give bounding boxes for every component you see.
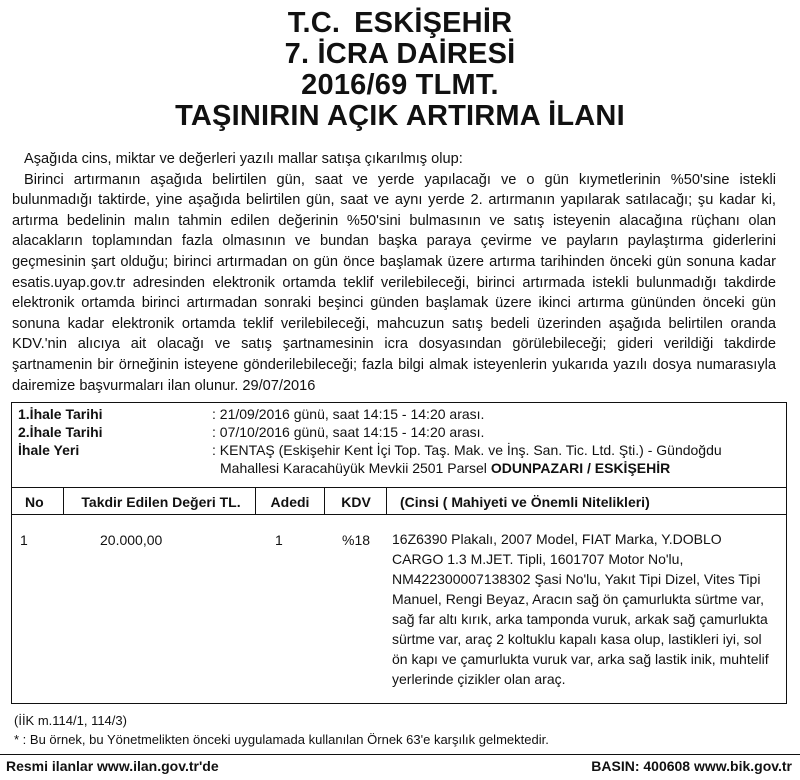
auction-date-1-row xyxy=(18,405,778,423)
auction-place-label: İhale Yeri xyxy=(18,442,80,458)
auction-place-value xyxy=(212,441,772,477)
intro-text xyxy=(12,149,776,396)
intro-paragraph-2: Birinci artırmanın aşağıda belirtilen gün, saat ve yerde yapılacağı ve o gün kıymetlerinin %50'sine istekli bulunmadığı taktirde, yine aşağıda belirtilen gün, saat ve aynı yerde 2. artırmanın yapılarak satılacağı; şu kadar ki, artırma bedelinin malın tahmin edilen değerinin %50'sini bulmasının ve satış isteyenin alacağına rüçhanı olan alacakların toplamından fazla olmasının ve bundan başka paraya çevirme ve payların paylaştırma giderlerini geçmesinin şart olduğu; birinci artırmadan on gün önce başlamak üzere artırma tarihinden önceki gün sonuna kadar esatis.uyap.gov.tr adresinden elektronik ortamda teklif verilebileceği, birinci artırmada istekli bulunmadığı takdirde elektronik ortamda birinci artırmadan sonraki beşinci günden başlamak üzere ikinci artırma gününden önceki gün sonuna kadar elektronik ortamda teklif verilebileceği, mahcuzun satış bedeli üzerinden aşağıda belirtilen oranda KDV.'nin alıcıya ait olacağı ve satış şartnamesinin icra dosyasından görülebileceği; gideri verildiği takdirde şartnamenin bir örneğinin isteyene gönderilebileceği; fazla bilgi almak isteyenlerin yukarıda yazılı dosya numarasıyla dairemize başvurmaları ilan olunur. 29/07/2016 xyxy=(12,171,776,394)
auction-date-2-label: 2.İhale Tarihi xyxy=(18,424,103,440)
title-city: ESKİŞEHİR xyxy=(354,7,513,39)
footer-right: BASIN: 400608 www.bik.gov.tr xyxy=(591,758,792,774)
title-line-2: 7. İCRA DAİRESİ xyxy=(284,38,516,70)
auction-date-2-row xyxy=(18,423,778,441)
row-1-adedi: 1 xyxy=(275,532,283,548)
title-line-3: 2016/69 TLMT. xyxy=(301,69,499,101)
footnote-law: (İİK m.114/1, 114/3) xyxy=(14,713,127,728)
footnote-note: * : Bu örnek, bu Yönetmelikten önceki uygulamada kullanılan Örnek 63'e karşılık gelmektedir. xyxy=(14,732,549,747)
auction-date-1-value: : 21/09/2016 günü, saat 14:15 - 14:20 arası. xyxy=(212,406,485,422)
footer-bar xyxy=(0,754,800,778)
header-adedi: Adedi xyxy=(270,494,310,510)
auction-place-line-2: Mahallesi Karacahüyük Mevkii 2501 Parsel xyxy=(220,460,487,476)
row-1-kdv: %18 xyxy=(342,532,371,548)
footer-left: Resmi ilanlar www.ilan.gov.tr'de xyxy=(6,758,219,774)
auction-date-1-label: 1.İhale Tarihi xyxy=(18,406,103,422)
title-block xyxy=(0,8,800,132)
col-divider-3 xyxy=(324,488,325,515)
table-divider-header xyxy=(12,514,786,515)
title-line-4: TAŞINIRIN AÇIK ARTIRMA İLANI xyxy=(175,100,625,132)
header-takdir: Takdir Edilen Değeri TL. xyxy=(81,494,241,510)
col-divider-2 xyxy=(255,488,256,515)
title-line-1 xyxy=(0,8,800,39)
auction-place-line-1: : KENTAŞ (Eskişehir Kent İçi Top. Taş. Mak. ve İnş. San. Tic. Ltd. Şti.) - Gündoğdu xyxy=(212,442,722,458)
header-kdv: KDV xyxy=(341,494,371,510)
col-divider-4 xyxy=(386,488,387,515)
auction-place-row xyxy=(18,441,778,477)
row-1-takdir: 20.000,00 xyxy=(100,532,163,548)
intro-paragraph-1: Aşağıda cins, miktar ve değerleri yazılı mallar satışa çıkarılmış olup: xyxy=(24,151,463,167)
header-no: No xyxy=(25,494,44,510)
title-tc: T.C. xyxy=(287,7,341,39)
auction-info xyxy=(18,405,778,477)
auction-table xyxy=(11,402,787,704)
auction-date-2-value: : 07/10/2016 günü, saat 14:15 - 14:20 arası. xyxy=(212,424,485,440)
row-1-cinsi: 16Z6390 Plakalı, 2007 Model, FIAT Marka, Y.DOBLO CARGO 1.3 M.JET. Tipli, 1601707 Motor No'lu, NM422300007138302 Şasi No'lu, Yakıt Tipi Dizel, Vites Tipi Manuel, Rengi Beyaz, Aracın sağ ön çamurlukta sürtme var, sağ far altı kırık, arka tamponda vuruk, arkak sağ çamurlukta sürtme var, araç 2 koltuklu kapalı kasa olup, lastikleri iyi, sol ön kapı ve çamurlukta vuruk var, arka sağ lastik inik, muhtelif yerlerinde çizikler olan araç. xyxy=(392,531,769,687)
col-divider-1 xyxy=(63,488,64,515)
header-cinsi: (Cinsi ( Mahiyeti ve Önemli Nitelikleri) xyxy=(400,494,650,510)
row-1-no: 1 xyxy=(20,532,28,548)
table-divider-top xyxy=(12,487,786,488)
auction-place-district: ODUNPAZARI / ESKİŞEHİR xyxy=(490,460,671,476)
